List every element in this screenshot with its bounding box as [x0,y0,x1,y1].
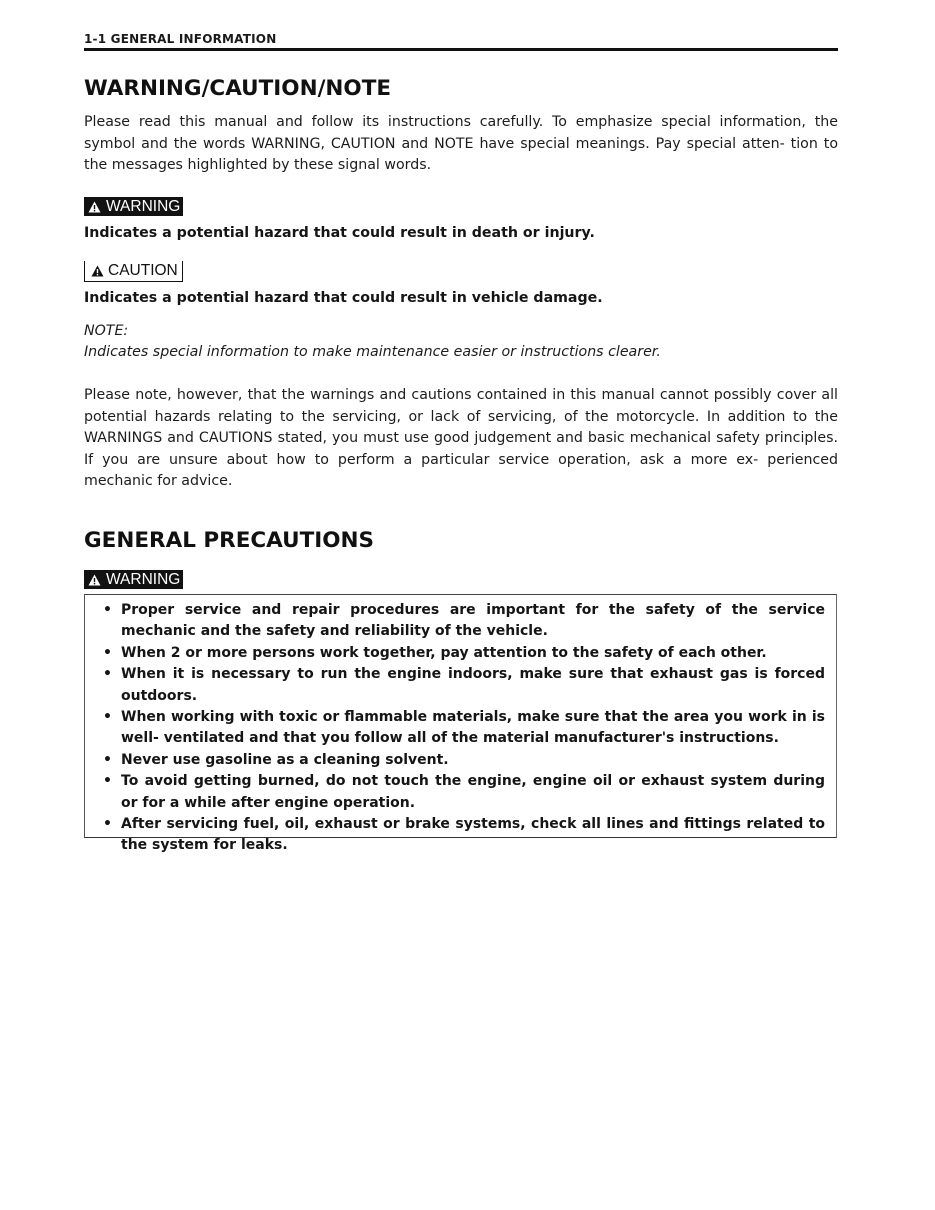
caution-signal-badge [84,261,183,282]
section-title-general-precautions: GENERAL PRECAUTIONS [84,528,375,553]
list-item: • When it is necessary to run the engine indoors, make sure that exhaust gas is forced outdoors. [103,666,825,704]
bullet-icon: • [103,709,112,726]
warning-badge-label: WARNING [106,198,181,215]
warning-triangle-icon [88,574,101,586]
list-item: • Proper service and repair procedures are important for the safety of the service mechanic and the safety and reliability of the vehicle. [103,602,825,640]
note-label: NOTE: [84,323,129,339]
warning-signal-badge [84,197,183,216]
header-rule [84,48,838,51]
list-item: • To avoid getting burned, do not touch the engine, engine oil or exhaust system during or for a while after engine operation. [103,773,825,811]
caution-badge-label: CAUTION [108,262,178,279]
note-definition: Indicates special information to make maintenance easier or instructions clearer. [84,344,661,360]
list-item: • Never use gasoline as a cleaning solvent. [103,750,825,771]
bullet-icon: • [103,644,112,661]
list-item: • When working with toxic or flammable materials, make sure that the area you work in is well- ventilated and that you follow all of the material manufacturer's instructions. [103,709,825,747]
running-header: 1-1 GENERAL INFORMATION [84,32,277,46]
bullet-icon: • [103,666,112,683]
caution-triangle-icon [91,265,104,277]
precautions-warning-label: WARNING [106,571,181,588]
section-title-warning-caution-note: WARNING/CAUTION/NOTE [84,76,392,101]
warning-definition: Indicates a potential hazard that could result in death or injury. [84,225,595,241]
precautions-warning-box [84,594,837,854]
intro-paragraph: Please read this manual and follow its instructions carefully. To emphasize special information, the symbol and the words WARNING, CAUTION and NOTE have special meanings. Pay special atten- tion to the messages highlighted by these signal words. [84,114,838,173]
bullet-icon: • [103,602,112,618]
warning-triangle-icon [88,201,101,213]
precautions-list [103,600,825,857]
bullet-icon: • [103,751,112,768]
caution-definition: Indicates a potential hazard that could result in vehicle damage. [84,290,603,306]
list-item: • After servicing fuel, oil, exhaust or brake systems, check all lines and fittings related to the system for leaks. [103,816,825,854]
list-item: • When 2 or more persons work together, pay attention to the safety of each other. [103,643,825,664]
closing-paragraph: Please note, however, that the warnings and cautions contained in this manual cannot possibly cover all potential hazards relating to the servicing, or lack of servicing, of the motorcycle. In addition to the WARNINGS and CAUTIONS stated, you must use good judgement and basic mechanical safety principles. If you are unsure about how to perform a particular service operation, ask a more ex- perienced mechanic for advice. [84,387,838,489]
precautions-warning-badge [84,570,183,589]
bullet-icon: • [103,816,112,833]
bullet-icon: • [103,773,112,790]
